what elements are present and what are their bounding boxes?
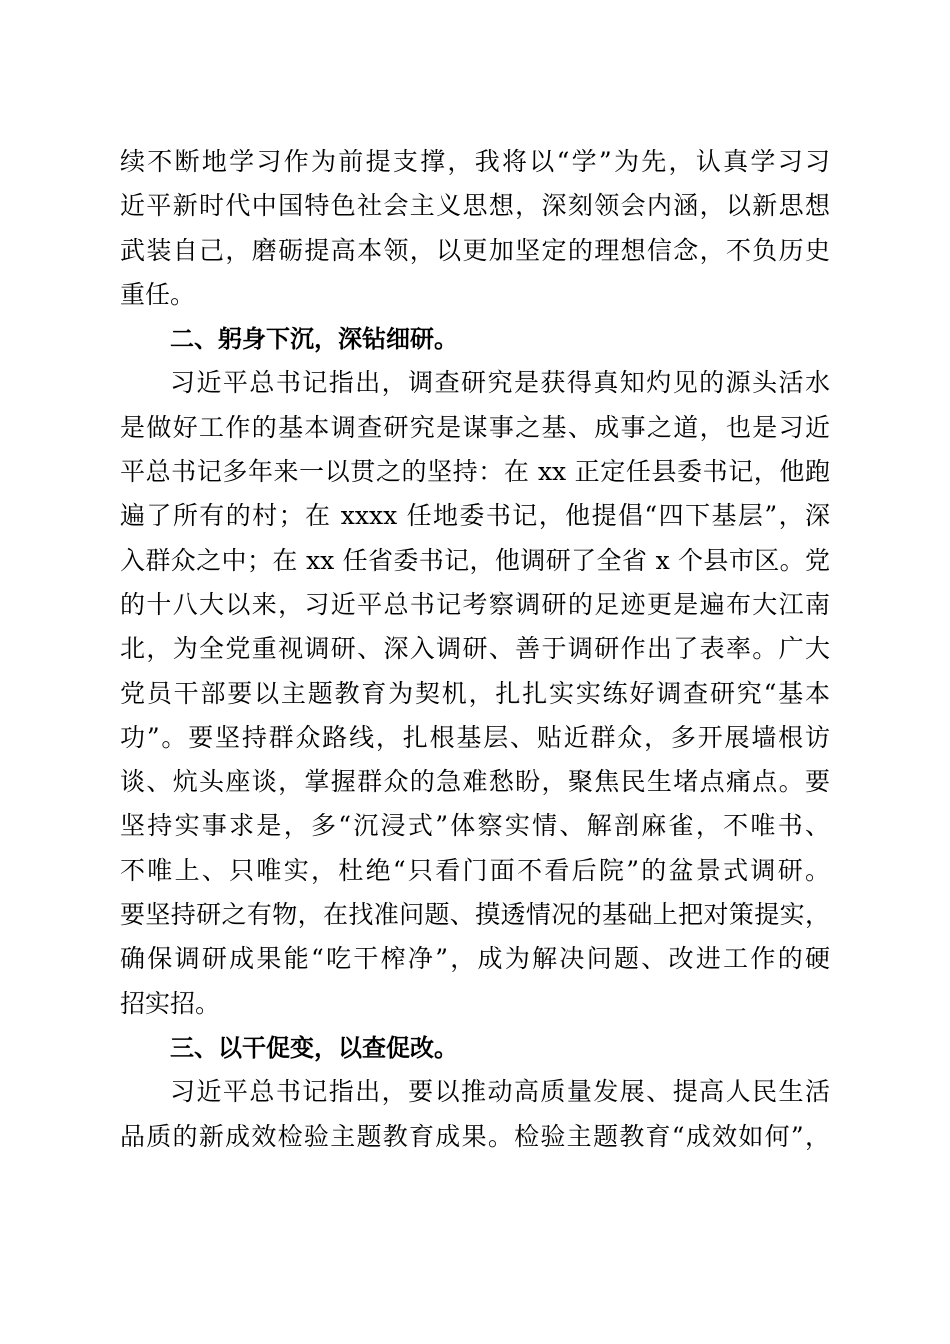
para2-line-10: 谈、炕头座谈，掌握群众的急难愁盼，聚焦民生堵点痛点。要 [120, 767, 830, 797]
para2-line-8: 党员干部要以主题教育为契机，扎扎实实练好调查研究“基本 [120, 678, 830, 708]
document-page [120, 140, 830, 1159]
para1-line-1: 续不断地学习作为前提支撑，我将以“学”为先，认真学习习 [120, 147, 830, 176]
para2-line-12: 不唯上、只唯实，杜绝“只看门面不看后院”的盆景式调研。 [120, 855, 830, 885]
section-heading-2: 二、躬身下沉，深钻细研。 [170, 325, 458, 354]
para2-line-11: 坚持实事求是，多“沉浸式”体察实情、解剖麻雀，不唯书、 [120, 811, 830, 841]
para2-line-4: 遍了所有的村；在 xxxx 任地委书记，他提倡“四下基层”，深 [120, 501, 830, 531]
para2-line-6: 的十八大以来，习近平总书记考察调研的足迹更是遍布大江南 [120, 589, 830, 619]
para3-line-2: 品质的新成效检验主题教育成果。检验主题教育“成效如何”， [120, 1121, 830, 1151]
para1-line-2: 近平新时代中国特色社会主义思想，深刻领会内涵，以新思想 [120, 191, 830, 221]
para2-line-15: 招实招。 [120, 988, 221, 1018]
para2-line-7: 北，为全党重视调研、深入调研、善于调研作出了表率。广大 [120, 634, 830, 664]
para1-line-3: 武装自己，磨砺提高本领，以更加坚定的理想信念，不负历史 [120, 235, 830, 265]
para1-line-4: 重任。 [120, 279, 196, 309]
para3-line-1: 习近平总书记指出，要以推动高质量发展、提高人民生活 [170, 1077, 830, 1107]
para2-line-9: 功”。要坚持群众路线，扎根基层、贴近群众，多开展墙根访 [120, 722, 830, 752]
section-heading-3: 三、以干促变，以查促改。 [170, 1033, 458, 1062]
para2-line-13: 要坚持研之有物，在找准问题、摸透情况的基础上把对策提实， [120, 900, 830, 930]
para2-line-2: 是做好工作的基本调查研究是谋事之基、成事之道，也是习近 [120, 412, 830, 442]
para2-line-14: 确保调研成果能“吃干榨净”，成为解决问题、改进工作的硬 [120, 944, 830, 974]
para2-line-3: 平总书记多年来一以贯之的坚持：在 xx 正定任县委书记，他跑 [120, 457, 830, 487]
para2-line-5: 入群众之中；在 xx 任省委书记，他调研了全省 x 个县市区。党 [120, 545, 830, 575]
para2-line-1: 习近平总书记指出，调查研究是获得真知灼见的源头活水 [170, 368, 830, 398]
